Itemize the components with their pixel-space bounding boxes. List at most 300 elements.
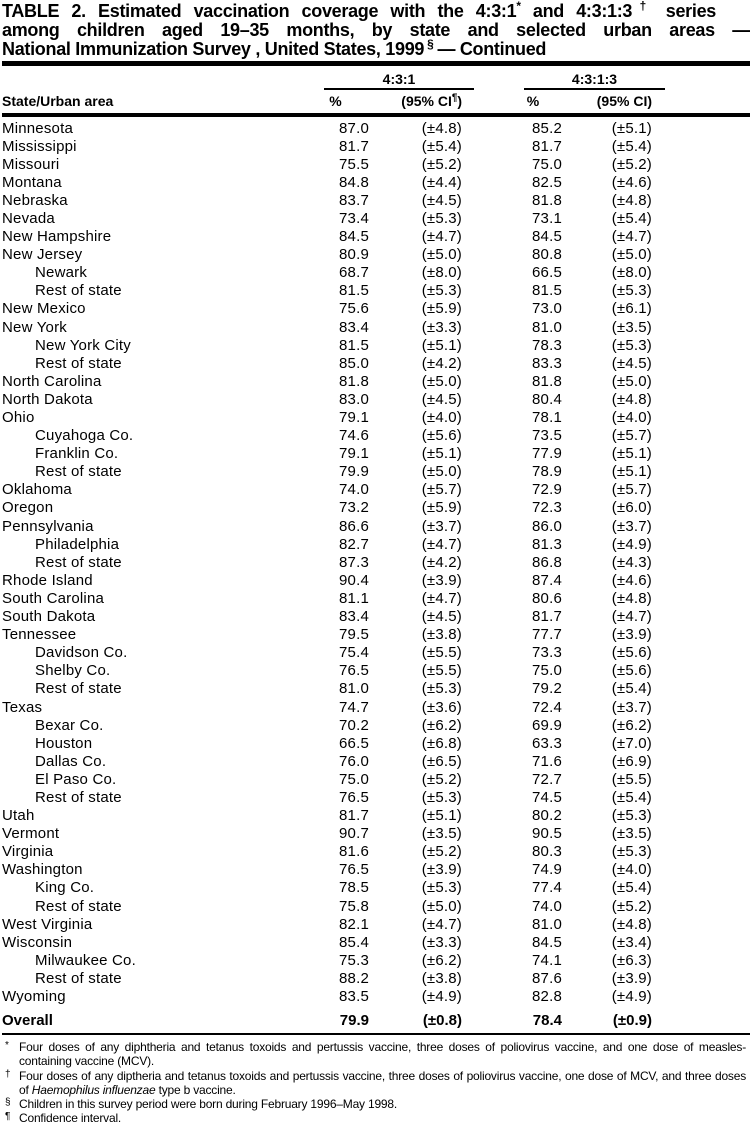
- table-row: [2, 481, 750, 499]
- pct-4313-cell: 75.0: [532, 155, 562, 173]
- pct-4313-cell: 84.5: [532, 933, 562, 951]
- pct-4313-cell: 74.1: [532, 951, 562, 969]
- pct-4313-cell: 77.9: [532, 445, 562, 463]
- row-filler-cell: [652, 355, 750, 373]
- area-cell: Milwaukee Co.: [35, 951, 136, 969]
- overall-label: Overall: [2, 1012, 53, 1030]
- area-cell: Davidson Co.: [35, 644, 128, 662]
- pct-431-cell: 76.5: [339, 662, 369, 680]
- footnote-marker: †: [5, 1068, 11, 1080]
- footnote-marker: ¶: [5, 1111, 11, 1123]
- row-filler-cell: [652, 518, 750, 536]
- pct-431-cell: 75.5: [339, 155, 369, 173]
- header-pct-431: %: [329, 92, 342, 109]
- ci-431-cell: (±5.9): [421, 300, 462, 318]
- pct-4313-cell: 80.8: [532, 246, 562, 264]
- ci-4313-cell: (±3.4): [611, 933, 652, 951]
- ci-4313-cell: (±3.9): [611, 626, 652, 644]
- ci-431-cell: (±4.7): [421, 915, 462, 933]
- footnote-text: Confidence interval.: [19, 1111, 122, 1125]
- footnotes-block: [2, 1040, 746, 1125]
- row-filler-cell: [652, 861, 750, 879]
- table-row: [2, 680, 750, 698]
- title-line-1-text-a: TABLE 2. Estimated vaccination coverage with the 4:3:1: [2, 1, 517, 21]
- pct-431-cell: 79.9: [339, 463, 369, 481]
- table-row: [2, 300, 750, 318]
- row-filler-cell: [652, 391, 750, 409]
- pct-431-cell: 87.0: [339, 119, 369, 137]
- row-filler-cell: [652, 409, 750, 427]
- pct-431-cell: 74.0: [339, 481, 369, 499]
- ci-431-cell: (±3.3): [421, 933, 462, 951]
- ci-4313-cell: (±4.0): [611, 409, 652, 426]
- row-filler-cell: [652, 572, 750, 590]
- pct-4313-cell: 80.6: [532, 589, 562, 607]
- row-filler-cell: [652, 753, 750, 771]
- table-row: [2, 427, 750, 445]
- ci-4313-cell: (±5.3): [611, 282, 652, 300]
- pct-4313-cell: 81.3: [532, 535, 562, 553]
- pct-4313-cell: 80.2: [532, 807, 562, 825]
- area-cell: Texas: [2, 698, 43, 716]
- ci-431-cell: (±3.9): [421, 571, 462, 589]
- pct-431-cell: 85.0: [339, 354, 369, 372]
- pct-431-cell: 90.7: [339, 825, 369, 843]
- title-line-3-text-a: National Immunization Survey , United States, 1999: [2, 39, 425, 59]
- overall-ci-431: (±0.8): [422, 1012, 462, 1030]
- pct-4313-cell: 81.0: [532, 915, 562, 933]
- ci-4313-cell: (±4.8): [611, 915, 652, 933]
- overall-filler-cell: [652, 1011, 750, 1031]
- pct-4313-cell: 72.7: [532, 770, 562, 788]
- ci-4313-cell: (±6.0): [611, 499, 652, 517]
- pct-431-cell: 81.5: [339, 282, 369, 300]
- ci-431-cell: (±4.0): [421, 409, 462, 426]
- ci-431-cell: (±6.5): [421, 752, 462, 770]
- pct-431-cell: 84.5: [339, 228, 369, 246]
- ci-431-cell: (±3.7): [421, 517, 462, 535]
- ci-431-cell: (±3.8): [421, 969, 462, 987]
- area-cell: Bexar Co.: [35, 716, 104, 734]
- pct-4313-cell: 73.0: [532, 300, 562, 318]
- pct-4313-cell: 81.5: [532, 282, 562, 300]
- pct-4313-cell: 80.3: [532, 843, 562, 861]
- header-ci-431-close: ): [457, 92, 462, 109]
- pct-431-cell: 75.3: [339, 951, 369, 969]
- ci-431-cell: (±6.8): [421, 734, 462, 752]
- ci-4313-cell: (±5.7): [611, 427, 652, 445]
- pct-431-cell: 90.4: [339, 571, 369, 589]
- pct-431-cell: 75.0: [339, 770, 369, 788]
- row-filler-cell: [652, 916, 750, 934]
- ci-431-cell: (±5.3): [421, 282, 462, 300]
- pct-4313-cell: 83.3: [532, 354, 562, 372]
- table-row: [2, 282, 750, 300]
- pct-431-cell: 83.0: [339, 390, 369, 408]
- ci-4313-cell: (±5.5): [611, 770, 652, 788]
- ci-431-cell: (±5.0): [421, 246, 462, 264]
- table-row: [2, 445, 750, 463]
- pct-431-cell: 81.7: [339, 807, 369, 825]
- ci-431-cell: (±3.5): [421, 825, 462, 843]
- ci-4313-cell: (±5.2): [611, 155, 652, 173]
- row-filler-cell: [652, 590, 750, 608]
- area-cell: Rhode Island: [2, 571, 93, 589]
- row-filler-cell: [652, 879, 750, 897]
- area-cell: Tennessee: [2, 626, 77, 644]
- row-filler-cell: [652, 699, 750, 717]
- ci-4313-cell: (±5.1): [611, 119, 652, 137]
- pct-4313-cell: 86.0: [532, 517, 562, 535]
- table-row: [2, 156, 750, 174]
- ci-4313-cell: (±5.1): [611, 445, 652, 463]
- row-filler-cell: [652, 156, 750, 174]
- row-filler-cell: [652, 626, 750, 644]
- area-cell: Rest of state: [35, 463, 122, 481]
- area-cell: Dallas Co.: [35, 752, 107, 770]
- ci-4313-cell: (±5.3): [611, 843, 652, 861]
- pct-4313-cell: 78.1: [532, 409, 562, 426]
- row-filler-cell: [652, 282, 750, 300]
- area-cell: New Mexico: [2, 300, 86, 318]
- row-filler-cell: [652, 300, 750, 318]
- ci-431-cell: (±4.8): [421, 119, 462, 137]
- table-row: [2, 192, 750, 210]
- title-line-1-text-b: and 4:3:1:3: [520, 1, 633, 21]
- area-cell: New York City: [35, 336, 131, 354]
- ci-4313-cell: (±5.4): [611, 879, 652, 897]
- pct-431-cell: 74.6: [339, 427, 369, 445]
- ci-4313-cell: (±5.4): [611, 137, 652, 155]
- pct-4313-cell: 74.0: [532, 897, 562, 915]
- ci-4313-cell: (±5.4): [611, 209, 652, 227]
- table-row: [2, 916, 750, 934]
- spanner-empty-cell: [2, 71, 302, 90]
- pct-4313-cell: 72.4: [532, 698, 562, 716]
- ci-4313-cell: (±5.4): [611, 788, 652, 806]
- table-row: [2, 373, 750, 391]
- area-cell: Rest of state: [35, 969, 122, 987]
- area-cell: New Hampshire: [2, 228, 112, 246]
- pct-4313-cell: 81.8: [532, 191, 562, 209]
- ci-4313-cell: (±5.7): [611, 481, 652, 499]
- overall-pct-4313: 78.4: [532, 1012, 562, 1030]
- ci-431-cell: (±5.3): [421, 209, 462, 227]
- ci-4313-cell: (±5.3): [611, 807, 652, 825]
- ci-431-cell: (±4.4): [421, 173, 462, 191]
- pct-431-cell: 81.7: [339, 137, 369, 155]
- ci-431-cell: (±5.5): [421, 662, 462, 680]
- row-filler-cell: [652, 192, 750, 210]
- ci-4313-cell: (±8.0): [611, 264, 652, 282]
- footnote-ref-section: §: [427, 37, 434, 51]
- row-filler-cell: [652, 771, 750, 789]
- row-filler-cell: [652, 499, 750, 517]
- area-cell: Mississippi: [2, 137, 77, 155]
- area-cell: Nebraska: [2, 191, 68, 209]
- footnote-ref-pilcrow: ¶: [451, 91, 458, 103]
- pct-4313-cell: 82.5: [532, 173, 562, 191]
- pct-431-cell: 81.0: [339, 680, 369, 698]
- pct-431-cell: 81.8: [339, 372, 369, 390]
- ci-431-cell: (±5.1): [421, 336, 462, 354]
- pct-431-cell: 75.8: [339, 897, 369, 915]
- row-filler-cell: [652, 608, 750, 626]
- ci-4313-cell: (±6.9): [611, 752, 652, 770]
- pct-431-cell: 78.5: [339, 879, 369, 897]
- ci-4313-cell: (±6.2): [611, 716, 652, 734]
- pct-4313-cell: 72.9: [532, 481, 562, 499]
- area-cell: Oregon: [2, 499, 54, 517]
- overall-pct-431: 79.9: [339, 1012, 369, 1030]
- area-cell: New Jersey: [2, 246, 83, 264]
- table-row: [2, 337, 750, 355]
- title-line-2: among children aged 19–35 months, by state and selected urban areas —: [2, 20, 750, 40]
- pct-431-cell: 83.7: [339, 191, 369, 209]
- pct-431-cell: 68.7: [339, 264, 369, 282]
- table-row: [2, 970, 750, 988]
- pct-431-cell: 81.5: [339, 336, 369, 354]
- row-filler-cell: [652, 174, 750, 192]
- pct-431-cell: 83.4: [339, 608, 369, 626]
- ci-431-cell: (±4.5): [421, 191, 462, 209]
- pct-4313-cell: 78.3: [532, 336, 562, 354]
- ci-4313-cell: (±3.7): [611, 698, 652, 716]
- pct-431-cell: 80.9: [339, 246, 369, 264]
- area-cell: Newark: [35, 264, 88, 282]
- ci-431-cell: (±4.7): [421, 589, 462, 607]
- ci-431-cell: (±4.2): [421, 354, 462, 372]
- table-row: [2, 499, 750, 517]
- row-filler-cell: [652, 825, 750, 843]
- table-row: [2, 898, 750, 916]
- overall-ci-4313: (±0.9): [612, 1012, 652, 1030]
- pct-4313-cell: 73.1: [532, 209, 562, 227]
- area-cell: Rest of state: [35, 788, 122, 806]
- table-row: [2, 572, 750, 590]
- ci-4313-cell: (±6.3): [611, 951, 652, 969]
- pct-431-cell: 87.3: [339, 553, 369, 571]
- table-row: [2, 771, 750, 789]
- ci-4313-cell: (±3.5): [611, 825, 652, 843]
- area-cell: West Virginia: [2, 915, 93, 933]
- pct-4313-cell: 84.5: [532, 228, 562, 246]
- pct-4313-cell: 69.9: [532, 716, 562, 734]
- pct-4313-cell: 74.5: [532, 788, 562, 806]
- row-filler-cell: [652, 952, 750, 970]
- ci-4313-cell: (±4.7): [611, 228, 652, 246]
- ci-431-cell: (±5.2): [421, 155, 462, 173]
- ci-4313-cell: (±7.0): [611, 734, 652, 752]
- pct-4313-cell: 85.2: [532, 119, 562, 137]
- ci-4313-cell: (±4.6): [611, 571, 652, 589]
- pct-431-cell: 79.5: [339, 626, 369, 644]
- area-cell: Missouri: [2, 155, 60, 173]
- pct-431-cell: 81.1: [339, 589, 369, 607]
- pct-4313-cell: 81.0: [532, 318, 562, 336]
- pct-431-cell: 75.4: [339, 644, 369, 662]
- header-ci-431: [369, 93, 462, 109]
- area-cell: Washington: [2, 861, 83, 879]
- pct-4313-cell: 77.4: [532, 879, 562, 897]
- table-row: [2, 409, 750, 427]
- pct-4313-cell: 90.5: [532, 825, 562, 843]
- ci-4313-cell: (±6.1): [611, 300, 652, 318]
- area-cell: Cuyahoga Co.: [35, 427, 134, 445]
- title-line-3: [2, 37, 750, 59]
- header-divider-rule: [2, 113, 750, 117]
- row-filler-cell: [652, 264, 750, 282]
- area-cell: Shelby Co.: [35, 662, 111, 680]
- pct-4313-cell: 73.5: [532, 427, 562, 445]
- title-divider-rule: [2, 61, 750, 66]
- ci-431-cell: (±3.8): [421, 626, 462, 644]
- ci-431-cell: (±5.4): [421, 137, 462, 155]
- ci-431-cell: (±6.2): [421, 951, 462, 969]
- spanner-filler-cell: [652, 71, 750, 90]
- footer-divider-rule: [2, 1033, 750, 1035]
- table-row: [2, 644, 750, 662]
- pct-431-cell: 73.4: [339, 209, 369, 227]
- ci-431-cell: (±6.2): [421, 716, 462, 734]
- area-cell: Rest of state: [35, 354, 122, 372]
- row-filler-cell: [652, 319, 750, 337]
- footnote-marker: §: [5, 1096, 11, 1108]
- row-filler-cell: [652, 735, 750, 753]
- ci-4313-cell: (±4.3): [611, 553, 652, 571]
- ci-4313-cell: (±5.0): [611, 372, 652, 390]
- ci-4313-cell: (±5.6): [611, 662, 652, 680]
- table-row: [2, 807, 750, 825]
- table-row: [2, 934, 750, 952]
- area-cell: New York: [2, 318, 67, 336]
- ci-4313-cell: (±4.5): [611, 354, 652, 372]
- ci-431-cell: (±5.5): [421, 644, 462, 662]
- row-filler-cell: [652, 934, 750, 952]
- row-filler-cell: [652, 445, 750, 463]
- area-cell: North Dakota: [2, 390, 93, 408]
- pct-4313-cell: 66.5: [532, 264, 562, 282]
- row-filler-cell: [652, 228, 750, 246]
- table-row: [2, 246, 750, 264]
- row-filler-cell: [652, 789, 750, 807]
- row-filler-cell: [652, 717, 750, 735]
- ci-4313-cell: (±3.9): [611, 969, 652, 987]
- row-filler-cell: [652, 138, 750, 156]
- area-cell: North Carolina: [2, 372, 102, 390]
- ci-4313-cell: (±4.9): [611, 988, 652, 1005]
- area-cell: Pennsylvania: [2, 517, 94, 535]
- pct-431-cell: 76.5: [339, 861, 369, 879]
- ci-431-cell: (±5.9): [421, 499, 462, 517]
- ci-431-cell: (±3.9): [421, 861, 462, 879]
- row-filler-cell: [652, 481, 750, 499]
- pct-431-cell: 81.6: [339, 843, 369, 861]
- title-line-1-text-c: series: [653, 1, 716, 21]
- row-filler-cell: [652, 680, 750, 698]
- table-row: [2, 825, 750, 843]
- header-ci-4313: (95% CI): [596, 92, 652, 109]
- row-filler-cell: [652, 970, 750, 988]
- table-row: [2, 228, 750, 246]
- footnote-text: Four doses of any diphtheria and tetanus toxoids and pertussis vaccine, three doses of poliovirus vaccine, and one dose of measles-containing vaccine (MCV).: [19, 1040, 746, 1069]
- header-state-urban-area: State/Urban area: [2, 92, 114, 109]
- table-row: [2, 988, 750, 1006]
- area-cell: Wisconsin: [2, 933, 73, 951]
- pct-4313-cell: 81.8: [532, 372, 562, 390]
- ci-4313-cell: (±4.9): [611, 535, 652, 553]
- ci-4313-cell: (±4.8): [611, 390, 652, 408]
- pct-4313-cell: 77.7: [532, 626, 562, 644]
- ci-431-cell: (±4.7): [421, 228, 462, 246]
- pct-431-cell: 86.6: [339, 517, 369, 535]
- row-filler-cell: [652, 662, 750, 680]
- ci-4313-cell: (±4.7): [611, 608, 652, 626]
- table-row: [2, 608, 750, 626]
- ci-4313-cell: (±5.2): [611, 897, 652, 915]
- pct-4313-cell: 87.6: [532, 969, 562, 987]
- table-row: [2, 735, 750, 753]
- area-cell: Minnesota: [2, 119, 74, 137]
- pct-4313-cell: 73.3: [532, 644, 562, 662]
- table-title: [2, 2, 750, 59]
- pct-4313-cell: 75.0: [532, 662, 562, 680]
- table-row: [2, 879, 750, 897]
- row-filler-cell: [652, 898, 750, 916]
- group-431-label: 4:3:1: [324, 71, 474, 90]
- footnote-text: Four doses of any diptheria and tetanus toxoids and pertussis vaccine, three doses of poliovirus vaccine, one dose of MCV, and three doses of Haemophilus influenzae type b vaccine.: [19, 1068, 746, 1097]
- header-ci-431-text: (95% CI: [401, 92, 452, 109]
- overall-row: [2, 1011, 750, 1031]
- table-row: [2, 717, 750, 735]
- pct-4313-cell: 81.7: [532, 137, 562, 155]
- ci-4313-cell: (±5.4): [611, 680, 652, 698]
- footnote-marker: *: [5, 1040, 9, 1052]
- area-cell: Rest of state: [35, 897, 122, 915]
- pct-4313-cell: 87.4: [532, 571, 562, 589]
- table-row: [2, 264, 750, 282]
- footnote: [2, 1040, 746, 1068]
- ci-431-cell: (±5.3): [421, 680, 462, 698]
- table-row: [2, 319, 750, 337]
- pct-4313-cell: 71.6: [532, 752, 562, 770]
- table-row: [2, 662, 750, 680]
- pct-4313-cell: 63.3: [532, 734, 562, 752]
- row-filler-cell: [652, 843, 750, 861]
- area-cell: Philadelphia: [35, 535, 120, 553]
- footnote-ref-dagger: †: [632, 0, 654, 13]
- row-filler-cell: [652, 554, 750, 572]
- pct-431-cell: 74.7: [339, 698, 369, 716]
- area-cell: Rest of state: [35, 680, 122, 698]
- row-filler-cell: [652, 337, 750, 355]
- ci-431-cell: (±4.9): [421, 988, 462, 1005]
- table-row: [2, 952, 750, 970]
- table-row: [2, 789, 750, 807]
- pct-431-cell: 82.7: [339, 535, 369, 553]
- table-row: [2, 536, 750, 554]
- pct-4313-cell: 81.7: [532, 608, 562, 626]
- area-cell: South Carolina: [2, 589, 105, 607]
- table-row: [2, 355, 750, 373]
- ci-4313-cell: (±4.8): [611, 589, 652, 607]
- ci-431-cell: (±5.0): [421, 463, 462, 481]
- ci-4313-cell: (±3.5): [611, 318, 652, 336]
- pct-431-cell: 88.2: [339, 969, 369, 987]
- pct-431-cell: 70.2: [339, 716, 369, 734]
- ci-431-cell: (±5.7): [421, 481, 462, 499]
- ci-431-cell: (±5.2): [421, 770, 462, 788]
